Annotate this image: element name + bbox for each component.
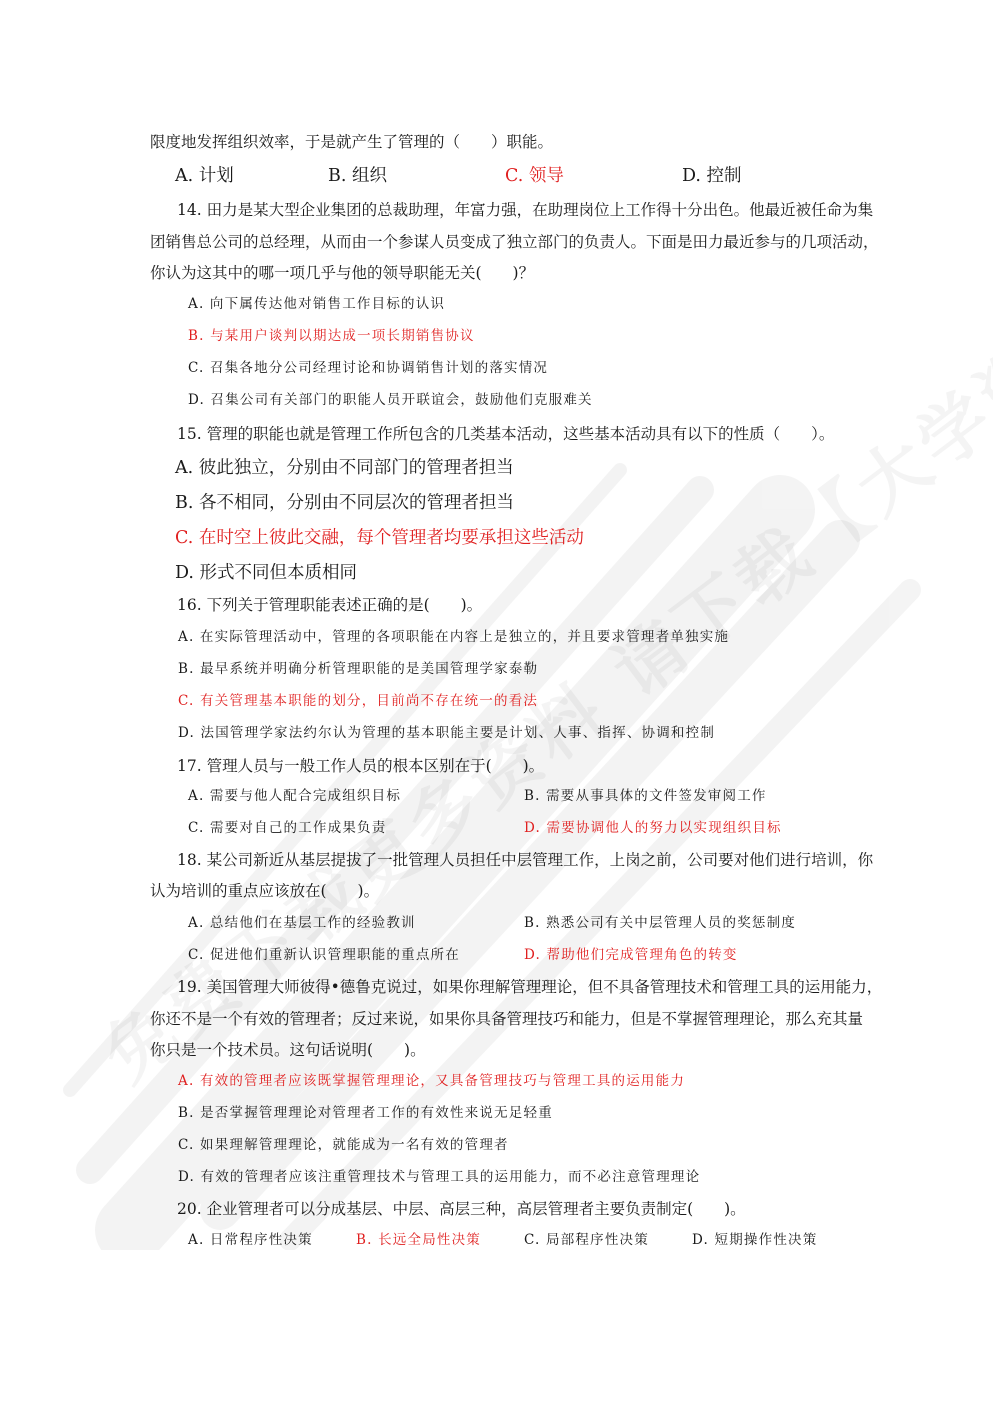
option-14c: C. 召集各地分公司经理讨论和协调销售计划的落实情况 [188,360,549,376]
option-13b: B. 组织 [328,166,387,186]
option-17d-answer: D. 需要协调他人的努力以实现组织目标 [524,820,782,836]
option-13d: D. 控制 [682,166,742,186]
option-20b-answer: B. 长远全局性决策 [356,1232,482,1248]
question-16-text: 16. 下列关于管理职能表述正确的是( )。 [177,596,483,614]
option-18a: A. 总结他们在基层工作的经验教训 [188,915,416,931]
option-19a-answer: A. 有效的管理者应该既掌握管理理论，又具备管理技巧与管理工具的运用能力 [178,1073,686,1089]
option-19b: B. 是否掌握管理理论对管理者工作的有效性来说无足轻重 [178,1105,553,1121]
option-14d: D. 召集公司有关部门的职能人员开联谊会，鼓励他们克服难关 [188,392,593,408]
option-16b: B. 最早系统并明确分析管理职能的是美国管理学家泰勒 [178,661,539,677]
question-14-line-2: 团销售总公司的总经理，从而由一个参谋人员变成了独立部门的负责人。下面是田力最近参与的几项活动， [150,233,879,251]
option-14a: A. 向下属传达他对销售工作目标的认识 [188,296,446,312]
option-15c-answer: C. 在时空上彼此交融，每个管理者均要承担这些活动 [175,528,584,548]
option-16d: D. 法国管理学家法约尔认为管理的基本职能主要是计划、人事、指挥、协调和控制 [178,725,716,741]
option-20a: A. 日常程序性决策 [188,1232,313,1248]
option-15b: B. 各不相同，分别由不同层次的管理者担当 [175,493,514,513]
option-19d: D. 有效的管理者应该注重管理技术与管理工具的运用能力，而不必注意管理理论 [178,1169,701,1185]
option-17b: B. 需要从事具体的文件签发审阅工作 [524,788,767,804]
option-16c-answer: C. 有关管理基本职能的划分，目前尚不存在统一的看法 [178,693,539,709]
option-16a: A. 在实际管理活动中，管理的各项职能在内容上是独立的，并且要求管理者单独实施 [178,629,730,645]
question-18-line-1: 18. 某公司新近从基层提拔了一批管理人员担任中层管理工作，上岗之前，公司要对他们进行培训，你 [177,851,874,869]
option-20d: D. 短期操作性决策 [692,1232,818,1248]
question-18-line-2: 认为培训的重点应该放在( )。 [150,882,380,900]
option-20c: C. 局部程序性决策 [524,1232,649,1248]
option-13a: A. 计划 [175,166,234,186]
question-19-line-2: 你还不是一个有效的管理者；反过来说，如果你具备管理技巧和能力，但是不掌握管理理论，那么充其量 [150,1010,864,1028]
option-15a: A. 彼此独立，分别由不同部门的管理者担当 [175,458,514,478]
option-18b: B. 熟悉公司有关中层管理人员的奖惩制度 [524,915,797,931]
option-18c: C. 促进他们重新认识管理职能的重点所在 [188,947,460,963]
question-19-line-3: 你只是一个技术员。这句话说明( )。 [150,1041,426,1059]
question-15-text: 15. 管理的职能也就是管理工作所包含的几类基本活动，这些基本活动具有以下的性质（ ）。 [177,425,835,443]
question-17-text: 17. 管理人员与一般工作人员的根本区别在于( )。 [177,757,545,775]
option-14b-answer: B. 与某用户谈判以期达成一项长期销售协议 [188,328,475,344]
option-17a: A. 需要与他人配合完成组织目标 [188,788,402,804]
option-15d: D. 形式不同但本质相同 [175,563,358,583]
option-19c: C. 如果理解管理理论，就能成为一名有效的管理者 [178,1137,509,1153]
option-17c: C. 需要对自己的工作成果负责 [188,820,387,836]
option-13c-answer: C. 领导 [505,166,564,186]
question-14-line-1: 14. 田力是某大型企业集团的总裁助理，年富力强，在助理岗位上工作得十分出色。他最近被任命为集 [177,201,874,219]
question-19-line-1: 19. 美国管理大师彼得•德鲁克说过，如果你理解管理理论，但不具备管理技术和管理工具的运用能力， [177,978,883,996]
question-14-line-3: 你认为这其中的哪一项几乎与他的领导职能无关( )？ [150,264,535,282]
option-18d-answer: D. 帮助他们完成管理角色的转变 [524,947,738,963]
question-20-text: 20. 企业管理者可以分成基层、中层、高层三种，高层管理者主要负责制定( )。 [177,1200,746,1218]
question-13-text: 限度地发挥组织效率，于是就产生了管理的（ ）职能。 [150,133,554,151]
